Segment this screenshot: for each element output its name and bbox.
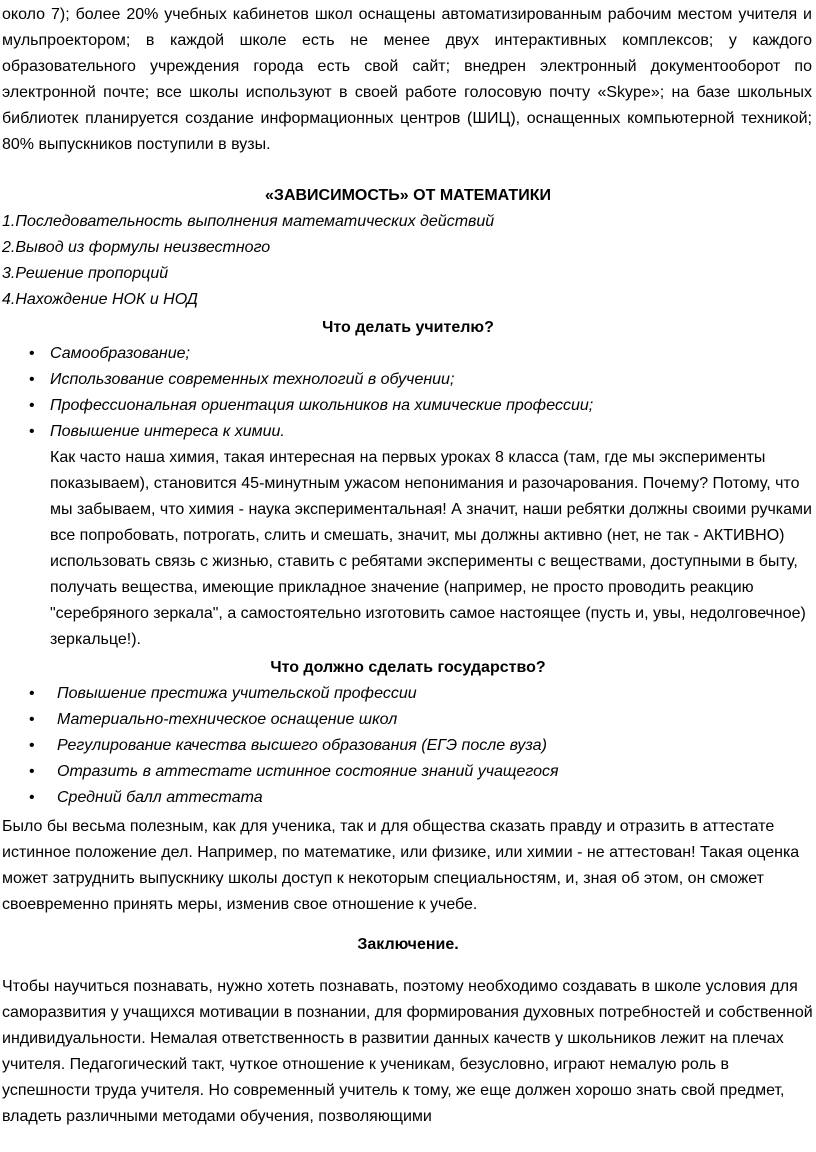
bullet-icon: •	[29, 371, 35, 388]
state-paragraph: Было бы весьма полезным, как для ученика, так и для общества сказать правду и отразить в аттестате истинное положение дел. Например, по математике, или физике, или химии - не аттестован! Такая оценка может затруднить выпускнику школы доступ к некоторым специальностям, и, зная об этом, он сможет своевременно принять меры, изменив свое отношение к учебе.	[2, 818, 800, 913]
bullet-icon: •	[29, 789, 35, 806]
teacher-bullet-list	[0, 341, 816, 445]
math-item-4: 4.Нахождение НОК и НОД	[2, 291, 198, 308]
list-item: • Материально-техническое оснащение школ	[0, 707, 816, 733]
list-item: • Повышение интереса к химии.	[0, 419, 816, 445]
bullet-icon: •	[29, 397, 35, 414]
intro-paragraph: около 7); более 20% учебных кабинетов школ оснащены автоматизированным рабочим местом учителя и мульпроектором; в каждой школе есть не менее двух интерактивных комплексов; у каждого образовательного учреждения города есть свой сайт; внедрен электронный документооборот по электронной почте; все школы используют в своей работе голосовую почту «Skype»; на базе школьных библиотек планируется создание информационных центров (ШИЦ), оснащенных компьютерной техникой; 80% выпускников поступили в вузы.	[2, 6, 812, 153]
math-item-1: 1.Последовательность выполнения математических действий	[2, 213, 495, 230]
bullet-icon: •	[29, 345, 35, 362]
conclusion-heading: Заключение.	[357, 936, 459, 953]
list-item: • Отразить в аттестате истинное состояние знаний учащегося	[0, 759, 816, 785]
teacher-section-heading: Что делать учителю?	[322, 319, 494, 336]
bullet-icon: •	[29, 423, 35, 440]
list-item: • Профессиональная ориентация школьников на химические профессии;	[0, 393, 816, 419]
bullet-icon: •	[29, 711, 35, 728]
list-item: • Средний балл аттестата	[0, 785, 816, 811]
teacher-paragraph: Как часто наша химия, такая интересная на первых уроках 8 класса (там, где мы эксперименты показываем), становится 45-минутным ужасом непонимания и разочарования. Почему? Потому, что мы забываем, что химия - наука экспериментальная! А значит, наши ребятки должны своими ручками все попробовать, потрогать, слить и смешать, значит, мы должны активно (нет, не так - АКТИВНО) использовать связь с жизнью, ставить с ребятами эксперименты с веществами, доступными в быту, получать вещества, имеющие прикладное значение (например, не просто проводить реакцию "серебряного зеркала", а самостоятельно изготовить самое настоящее (пусть и, увы, недолговечное) зеркальце!).	[50, 449, 812, 648]
state-section-heading: Что должно сделать государство?	[270, 659, 546, 676]
math-item-3: 3.Решение пропорций	[2, 265, 169, 282]
list-item: • Использование современных технологий в обучении;	[0, 367, 816, 393]
conclusion-paragraph: Чтобы научиться познавать, нужно хотеть познавать, поэтому необходимо создавать в школе условия для саморазвития у учащихся мотивации в познании, для формирования духовных потребностей и собственной индивидуальности. Немалая ответственность в развитии данных качеств у школьников лежит на плечах учителя. Педагогический такт, чуткое отношение к ученикам, безусловно, играют немалую роль в успешности труда учителя. Но современный учитель к тому, же еще должен хорошо знать свой предмет, владеть различными методами обучения, позволяющими	[2, 978, 813, 1125]
list-item: • Повышение престижа учительской профессии	[0, 681, 816, 707]
bullet-icon: •	[29, 737, 35, 754]
list-item: • Регулирование качества высшего образования (ЕГЭ после вуза)	[0, 733, 816, 759]
list-item: • Самообразование;	[0, 341, 816, 367]
bullet-icon: •	[29, 685, 35, 702]
math-item-2: 2.Вывод из формулы неизвестного	[2, 239, 271, 256]
state-bullet-list	[0, 681, 816, 811]
bullet-icon: •	[29, 763, 35, 780]
math-section-heading: «ЗАВИСИМОСТЬ» ОТ МАТЕМАТИКИ	[265, 187, 551, 204]
